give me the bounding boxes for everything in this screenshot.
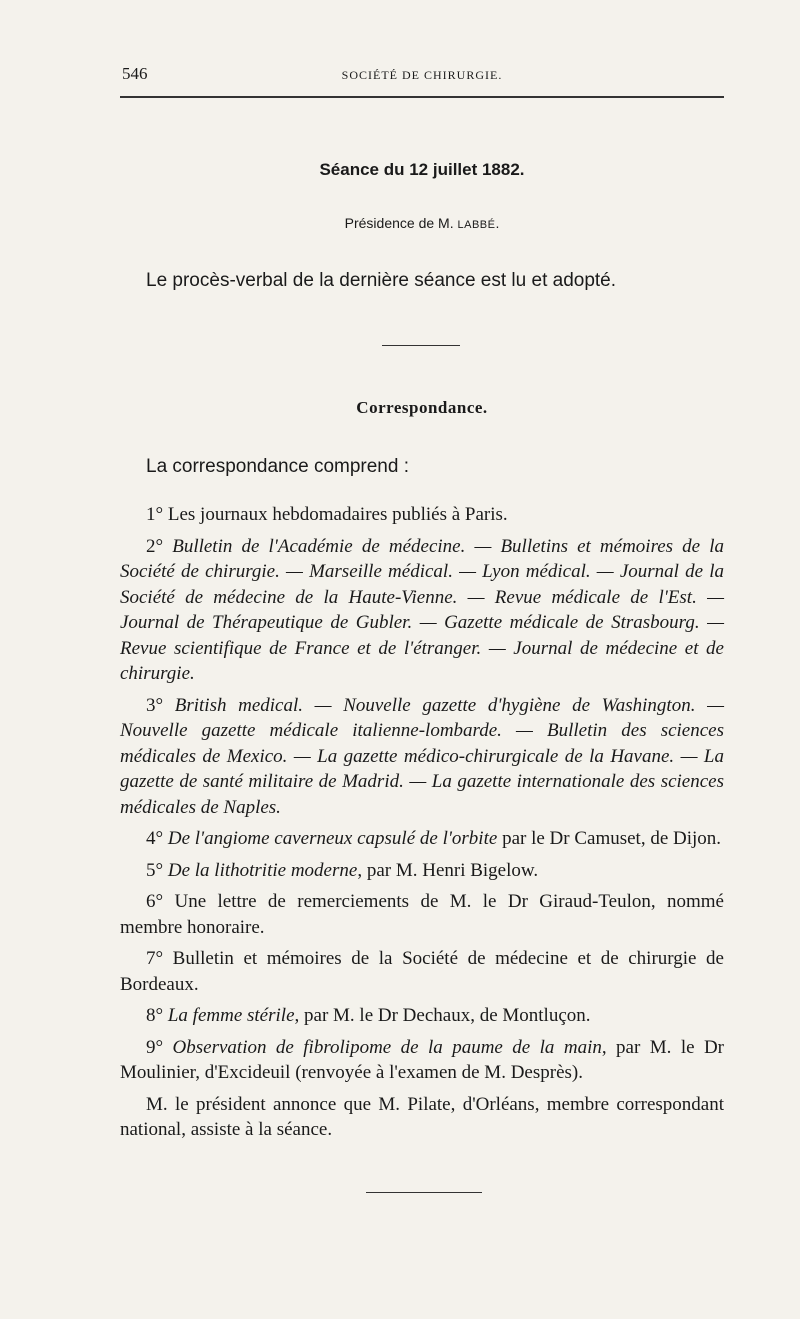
section-divider [382,345,460,346]
item-text: par le Dr Camuset, de Dijon. [497,828,722,849]
item-number: 3° [146,694,164,716]
item-number: 6° [146,891,164,912]
correspondence-item [120,534,724,687]
item-number: 9° [146,1036,164,1058]
item-number: 7° [146,948,164,969]
president-name: LABBÉ [457,219,496,231]
correspondence-item [120,858,724,884]
item-text: M. le président annonce que M. Pilate, d'Orléans, membre correspondant national, assiste à la séance. [120,1093,724,1140]
correspondence-item [120,693,724,821]
correspondence-intro: La correspondance comprend : [146,456,409,477]
item-text: , par M. le Dr Dechaux, de Montluçon. [294,1005,591,1026]
end-rule [366,1192,482,1193]
correspondence-item [120,826,724,852]
item-number: 5° [146,859,164,881]
item-title: British medical. — Nouvelle gazette d'hygiène de Washington. — Nouvelle gazette médicale italienne-lombarde. — Bulletin des sciences médicales de Mexico. — La gazette médico-chirurgicale de la Havane. — La gazette de santé militaire de Madrid. — La gazette internationale des sciences médicales de Naples. [120,694,724,818]
item-title: Observation de fibrolipome de la paume de la main [163,1036,602,1058]
section-title: Correspondance. [356,398,488,417]
correspondence-item [120,946,724,997]
correspondence-item [120,1003,724,1029]
header-rule [120,96,724,98]
item-number: 2° [146,535,164,557]
correspondence-item [120,1035,724,1086]
running-head: SOCIÉTÉ DE CHIRURGIE. [341,68,503,82]
item-title: Bulletin de l'Académie de médecine. — Bulletins et mémoires de la Société de chirurgie. — Marseille médical. — Lyon médical. — Journal de la Société de médecine de la Haute-Vienne. — Revue médicale de l'Est. — Journal de Thérapeutique de Gubler. — Gazette médicale de Strasbourg. — Revue scientifique de France et de l'étranger. — Journal de médecine et de chirurgie. [120,535,724,684]
page-header [120,64,724,86]
presidency-line [120,215,724,231]
item-number: 4° [146,828,164,849]
item-text: , par M. Henri Bigelow. [357,859,539,881]
item-text: Les journaux hebdomadaires publiés à Paris. [163,504,508,525]
minutes-statement: Le procès-verbal de la dernière séance est lu et adopté. [146,270,617,291]
correspondence-item [120,889,724,940]
presidency-suffix: . [495,215,500,231]
page-number: 546 [122,64,148,83]
item-text: , par M. le Dr Moulinier, d'Excideuil (renvoyée à l'examen de M. Desprès). [120,1036,725,1083]
session-title: Séance du 12 juillet 1882. [319,160,525,179]
item-title: De la lithotritie moderne [163,859,358,881]
item-number: 8° [146,1005,164,1026]
presidency-prefix: Présidence de M. [344,215,458,231]
item-number: 1° [146,504,164,525]
item-title: De l'angiome caverneux capsulé de l'orbite [163,828,498,849]
correspondence-item [120,1092,724,1143]
item-text: Bulletin et mémoires de la Société de médecine et de chirurgie de Bordeaux. [120,948,724,995]
correspondence-item [120,502,724,528]
correspondence-list [120,502,724,1149]
item-title: La femme stérile [163,1005,295,1026]
item-text: Une lettre de remerciements de M. le Dr Giraud-Teulon, nommé membre honoraire. [120,891,724,938]
